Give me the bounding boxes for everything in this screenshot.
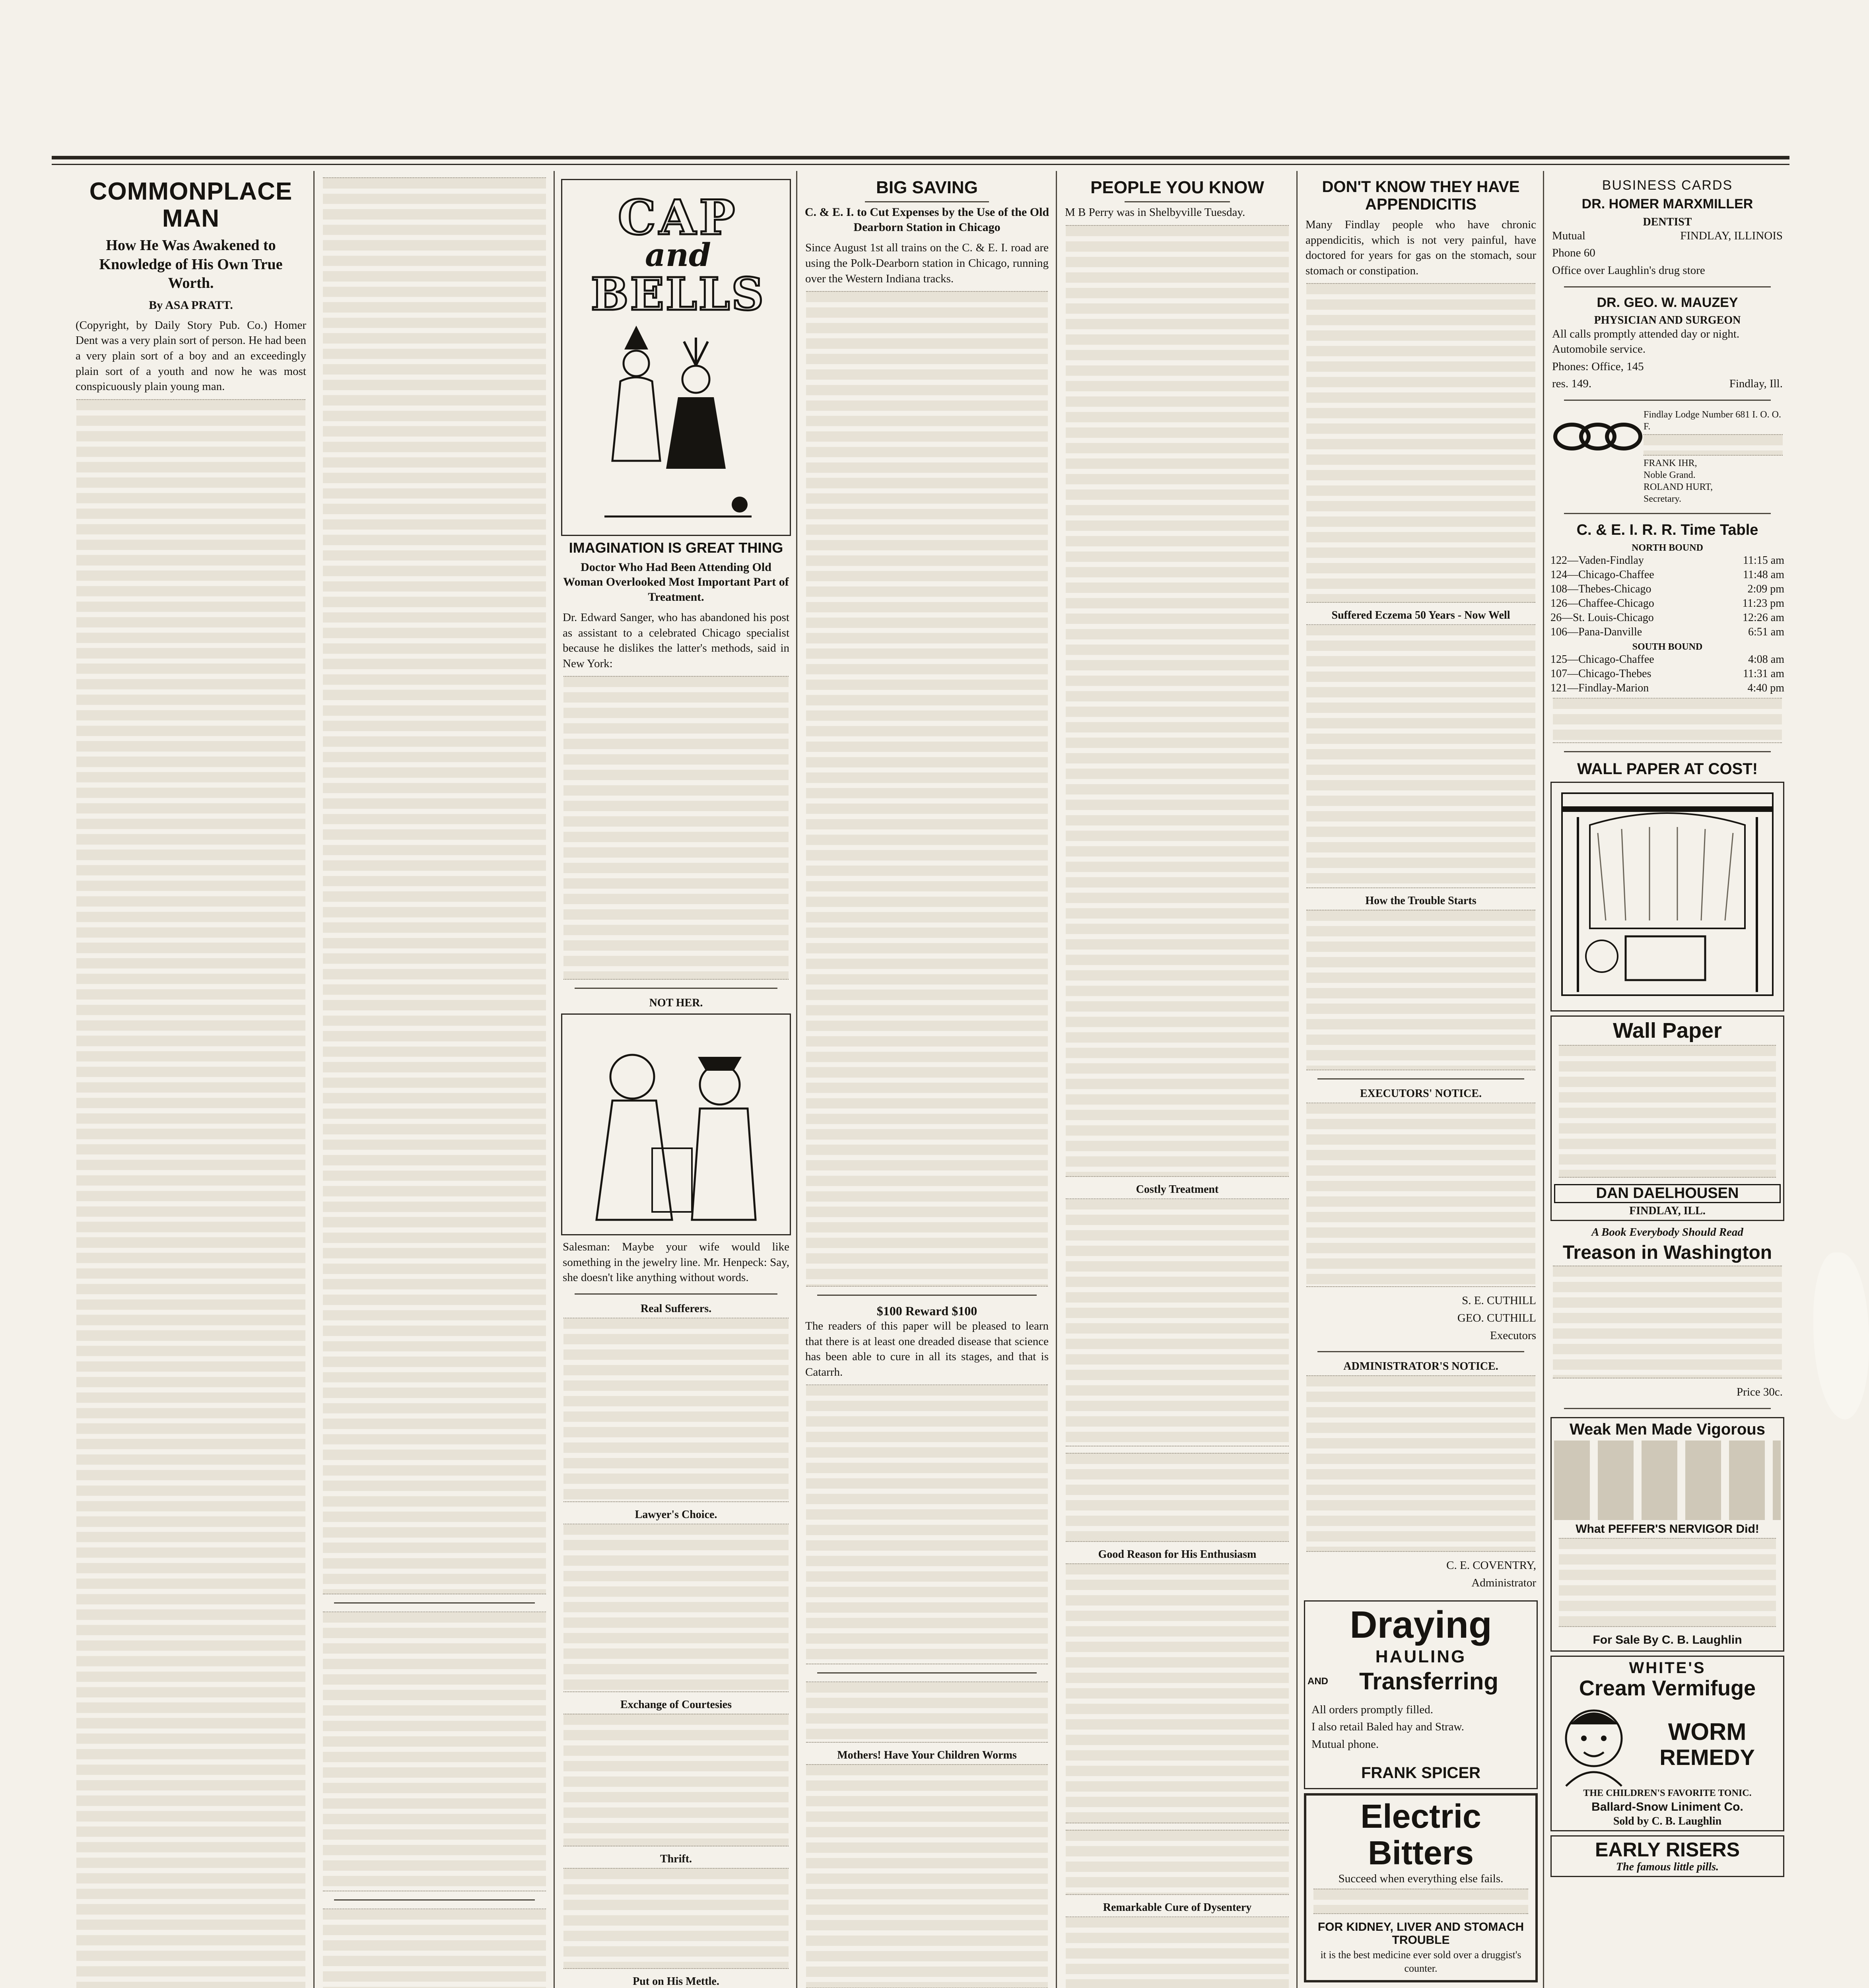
train-time: 11:15 am (1743, 554, 1784, 567)
story-opening: Since August 1st all trains on the C. & E. I. road are using the Polk-Dearborn station in Chicago, running over the Western Indiana tracks. (805, 241, 1049, 285)
column-5 (1061, 175, 1294, 1988)
train-time: 6:51 am (1748, 625, 1784, 638)
divider (334, 1602, 535, 1604)
notice-signer: GEO. CUTHILL (1457, 1311, 1536, 1324)
divider (1125, 201, 1230, 202)
timetable-row (1548, 611, 1787, 625)
story-opening: Many Findlay people who have chronic appendicitis, which is not very painful, have doctored for years for gas on the stomach, sour stomach or constipation. (1306, 218, 1536, 277)
story-headline: DON'T KNOW THEY HAVE APPENDICITIS (1322, 178, 1520, 213)
electric-bitters-ad (1304, 1793, 1538, 1982)
divider (1564, 400, 1771, 401)
lodge-signer: ROLAND HURT, (1644, 481, 1713, 492)
timetable-row (1548, 568, 1787, 582)
notice-signer: S. E. CUTHILL (1462, 1294, 1536, 1307)
item-title: Mothers! Have Your Children Worms (837, 1749, 1017, 1762)
train-name: 26—St. Louis-Chicago (1550, 611, 1654, 624)
ad-subtitle: What PEFFER'S NERVIGOR Did! (1576, 1522, 1759, 1536)
item-untranscribed (563, 1318, 789, 1502)
card-line: FINDLAY, ILLINOIS (1680, 229, 1783, 242)
book-price: Price 30c. (1737, 1386, 1783, 1399)
timetable-row (1548, 652, 1787, 667)
ad-title: Draying (1350, 1603, 1492, 1646)
legal-notice-untranscribed (1306, 1375, 1535, 1552)
story-untranscribed (323, 1611, 546, 1891)
ad-seller: Sold by C. B. Laughlin (1613, 1815, 1722, 1827)
story-headline: BIG SAVING (876, 178, 978, 197)
item-untranscribed (806, 1764, 1048, 1988)
cap-and-bells-cartoon (561, 179, 791, 536)
item-title: Real Sufferers. (640, 1303, 712, 1315)
timetable-row (1548, 596, 1787, 611)
card-line: All calls promptly attended day or night. Automobile service. (1552, 328, 1740, 355)
paper-damage (1813, 1252, 1869, 1419)
column-rule (1056, 171, 1057, 1988)
nervigor-ad (1550, 1417, 1784, 1652)
ad-line: All orders promptly filled. (1311, 1703, 1434, 1716)
ad-title: Cream Vermifuge (1579, 1676, 1756, 1701)
train-name: 126—Chaffee-Chicago (1550, 597, 1654, 610)
item-untranscribed (1066, 1198, 1289, 1446)
local-item-untranscribed (1066, 1453, 1289, 1542)
item-title: How the Trouble Starts (1365, 895, 1477, 907)
story-headline: PEOPLE YOU KNOW (1090, 178, 1264, 197)
salesman-cartoon (561, 1013, 791, 1235)
story-body-untranscribed (563, 676, 789, 980)
column-6 (1302, 175, 1540, 1988)
jester-illustration (565, 182, 791, 528)
ad-line: it is the best medicine ever sold over a druggist's counter. (1320, 1949, 1521, 1974)
story-body-untranscribed (76, 399, 305, 1988)
story-headline: COMMONPLACE MAN (89, 178, 293, 233)
train-time: 12:26 am (1743, 611, 1784, 624)
ad-name: DAN DAELHOUSEN (1554, 1184, 1781, 1203)
item-untranscribed (1306, 910, 1535, 1070)
timetable-row (1548, 625, 1787, 639)
cartoon-title: NOT HER. (649, 997, 703, 1010)
room-interior-illustration (1554, 785, 1781, 1003)
ad-and: AND (1308, 1676, 1328, 1687)
divider (1564, 513, 1771, 514)
portraits-illustration (1554, 1441, 1781, 1520)
story-subhead: Doctor Who Had Been Attending Old Woman Overlooked Most Important Part of Treatment. (563, 560, 789, 604)
ad-seller: For Sale By C. B. Laughlin (1593, 1633, 1742, 1647)
legal-notice-title: EXECUTORS' NOTICE. (1360, 1087, 1482, 1100)
parlor-illustration (1550, 782, 1784, 1011)
column-7 (1548, 175, 1787, 1988)
legal-notice-untranscribed (1306, 1103, 1535, 1287)
ad-city: FINDLAY, ILL. (1629, 1204, 1706, 1217)
masthead-rule-thin (52, 164, 1789, 165)
story-opening: M B Perry was in Shelbyville Tuesday. (1065, 206, 1245, 219)
ad-untranscribed (1559, 1045, 1776, 1178)
local-item-untranscribed (806, 1681, 1048, 1743)
vermifuge-ad (1550, 1656, 1784, 1831)
item-title: Costly Treatment (1136, 1183, 1219, 1196)
divider (575, 1293, 777, 1295)
story-headline: IMAGINATION IS GREAT THING (569, 540, 783, 556)
card-line: Phone 60 (1552, 247, 1595, 260)
lodge-text: Findlay Lodge Number 681 I. O. O. F. (1644, 409, 1781, 432)
column-4 (801, 175, 1053, 1988)
divider (1317, 1351, 1524, 1352)
book-title: Treason in Washington (1562, 1242, 1772, 1263)
train-time: 4:40 pm (1747, 681, 1784, 694)
column-rule (796, 171, 797, 1988)
card-line: Mutual (1552, 229, 1585, 242)
lodge-signer-role: Noble Grand. (1644, 470, 1696, 480)
column-3 (559, 175, 793, 1988)
svg-text:CAP: CAP (618, 190, 738, 246)
card-role: DENTIST (1643, 215, 1692, 228)
lodge-untranscribed (1644, 434, 1783, 456)
divider (1564, 751, 1771, 752)
story-opening: Dr. Edward Sanger, who has abandoned his post as assistant to a celebrated Chicago specialist because he dislikes the latter's methods, said in New York: (563, 611, 789, 670)
masthead-rule (52, 156, 1789, 159)
item-untranscribed (1066, 1916, 1289, 1988)
ad-title: Wall Paper (1613, 1018, 1722, 1043)
early-risers-ad (1550, 1835, 1784, 1877)
ad-name: FRANK SPICER (1361, 1764, 1481, 1782)
local-item-untranscribed (1066, 1830, 1289, 1895)
ad-line: The famous little pills. (1616, 1860, 1719, 1873)
column-rule (1543, 171, 1544, 1988)
column-2 (318, 175, 551, 1988)
byline: By ASA PRATT. (149, 298, 233, 312)
timetable-row (1548, 553, 1787, 568)
ad-callout: FOR KIDNEY, LIVER AND STOMACH TROUBLE (1317, 1920, 1524, 1947)
train-name: 125—Chicago-Chaffee (1550, 653, 1654, 666)
section-heading: BUSINESS CARDS (1602, 178, 1733, 193)
item-untranscribed (1306, 624, 1535, 888)
item-title: Thrift. (660, 1853, 692, 1866)
ad-title: WHITE'S (1629, 1659, 1706, 1677)
svg-text:BELLS: BELLS (591, 268, 765, 320)
ad-line: THE CHILDREN'S FAVORITE TONIC. (1583, 1788, 1752, 1798)
divider (817, 1295, 1037, 1296)
story-subhead: C. & E. I. to Cut Expenses by the Use of the Old Dearborn Station in Chicago (804, 206, 1049, 234)
card-role: PHYSICIAN AND SURGEON (1594, 314, 1741, 327)
timetable-direction: NORTH BOUND (1632, 542, 1703, 553)
legal-notice-title: ADMINISTRATOR'S NOTICE. (1343, 1360, 1498, 1373)
draying-ad (1304, 1600, 1538, 1789)
timetable-untranscribed (1553, 698, 1782, 743)
local-news-untranscribed (1066, 225, 1289, 1177)
ad-untranscribed (1313, 1889, 1528, 1914)
cartoon-caption: Salesman: Maybe your wife would like something in the jewelry line. Mr. Henpeck: Say, she doesn't like anything without words. (563, 1241, 789, 1284)
ad-title: EARLY RISERS (1595, 1838, 1740, 1861)
ad-title: Weak Men Made Vigorous (1570, 1421, 1765, 1439)
item-title: Exchange of Courtesies (620, 1699, 732, 1711)
ad-line: HAULING (1375, 1647, 1467, 1667)
item-title: Good Reason for His Enthusiasm (1098, 1548, 1257, 1561)
item-title: Remarkable Cure of Dysentery (1103, 1901, 1252, 1914)
card-name: DR. GEO. W. MAUZEY (1597, 295, 1738, 310)
ad-maker: Ballard-Snow Liniment Co. (1591, 1800, 1743, 1813)
timetable-row (1548, 582, 1787, 596)
ad-title: Transferring (1359, 1668, 1499, 1695)
divider (575, 988, 777, 989)
train-name: 121—Findlay-Marion (1550, 681, 1649, 694)
train-name: 108—Thebes-Chicago (1550, 582, 1651, 595)
timetable-south (1548, 652, 1787, 695)
ad-line: I also retail Baled hay and Straw. (1311, 1720, 1464, 1734)
salesman-illustration (565, 1017, 787, 1227)
train-time: 2:09 pm (1747, 582, 1784, 595)
ad-title: Bitters (1368, 1834, 1474, 1872)
item-untranscribed (563, 1524, 789, 1692)
lodge-signer-role: Secretary. (1644, 493, 1682, 504)
column-rule (1296, 171, 1298, 1988)
timetable-north (1548, 553, 1787, 639)
divider (1564, 1408, 1771, 1409)
item-untranscribed (563, 1868, 789, 1969)
train-time: 11:48 am (1743, 568, 1784, 581)
divider (334, 1899, 535, 1901)
ad-title: Electric (1360, 1797, 1481, 1835)
train-time: 11:23 pm (1742, 597, 1784, 610)
train-name: 106—Pana-Danville (1550, 625, 1642, 638)
ad-opening: The readers of this paper will be pleased to learn that there is at least one dreaded disease that science has been able to cure in all its stages, and that is Catarrh. (805, 1320, 1049, 1378)
timetable-title: C. & E. I. R. R. Time Table (1576, 521, 1758, 538)
story-body-untranscribed (806, 291, 1048, 1287)
timetable-row (1548, 681, 1787, 695)
divider (1564, 286, 1771, 287)
three-links-emblem (1552, 409, 1644, 464)
story-continuation-untranscribed (323, 177, 546, 1594)
ad-title: $100 Reward $100 (876, 1304, 977, 1318)
divider (1317, 1078, 1524, 1079)
ad-title: WORM (1668, 1718, 1747, 1745)
train-name: 107—Chicago-Thebes (1550, 667, 1651, 680)
story-subhead: How He Was Awakened to Knowledge of His Own True Worth. (99, 237, 283, 292)
train-time: 11:31 am (1743, 667, 1784, 680)
train-time: 4:08 am (1748, 653, 1784, 666)
card-line: Phones: Office, 145 (1552, 360, 1644, 373)
book-kicker: A Book Everybody Should Read (1591, 1225, 1743, 1239)
card-line: Office over Laughlin's drug store (1552, 264, 1705, 277)
item-title: Put on His Mettle. (633, 1975, 719, 1988)
book-blurb-untranscribed (1553, 1266, 1782, 1378)
lodge-signer: FRANK IHR, (1644, 458, 1697, 468)
train-name: 122—Vaden-Findlay (1550, 554, 1644, 567)
ad-body-untranscribed (806, 1384, 1048, 1664)
card-name: DR. HOMER MARXMILLER (1581, 196, 1753, 212)
ad-untranscribed (1559, 1538, 1776, 1627)
divider (865, 201, 989, 202)
timetable-direction: SOUTH BOUND (1632, 641, 1703, 652)
child-portrait-illustration (1554, 1701, 1634, 1788)
ad-title: WALL PAPER AT COST! (1577, 760, 1758, 778)
ad-title: REMEDY (1659, 1744, 1755, 1770)
story-body-untranscribed (1306, 283, 1535, 603)
wall-paper-ad (1550, 1015, 1784, 1221)
train-name: 124—Chicago-Chaffee (1550, 568, 1654, 581)
notice-signer-role: Executors (1490, 1329, 1536, 1342)
column-rule (313, 171, 315, 1988)
timetable-row (1548, 667, 1787, 681)
ad-line: Mutual phone. (1311, 1738, 1379, 1751)
divider (817, 1672, 1037, 1673)
item-title: Suffered Eczema 50 Years - Now Well (1331, 609, 1510, 622)
story-untranscribed (323, 1908, 546, 1988)
item-untranscribed (563, 1714, 789, 1846)
column-1 (72, 175, 310, 1988)
notice-signer-role: Administrator (1471, 1576, 1536, 1589)
card-line: Findlay, Ill. (1729, 377, 1783, 390)
column-rule (554, 171, 555, 1988)
notice-signer: C. E. COVENTRY, (1446, 1559, 1536, 1572)
ad-line: Succeed when everything else fails. (1338, 1872, 1504, 1885)
item-title: Lawyer's Choice. (635, 1508, 717, 1521)
svg-text:and: and (645, 236, 711, 274)
story-opening: (Copyright, by Daily Story Pub. Co.) Homer Dent was a very plain sort of person. He had been a very plain sort of a boy and an exceedingly plain sort of a youth and now he was most conspicuously plain young man. (76, 318, 306, 393)
item-untranscribed (1066, 1563, 1289, 1823)
card-line: res. 149. (1552, 377, 1592, 390)
